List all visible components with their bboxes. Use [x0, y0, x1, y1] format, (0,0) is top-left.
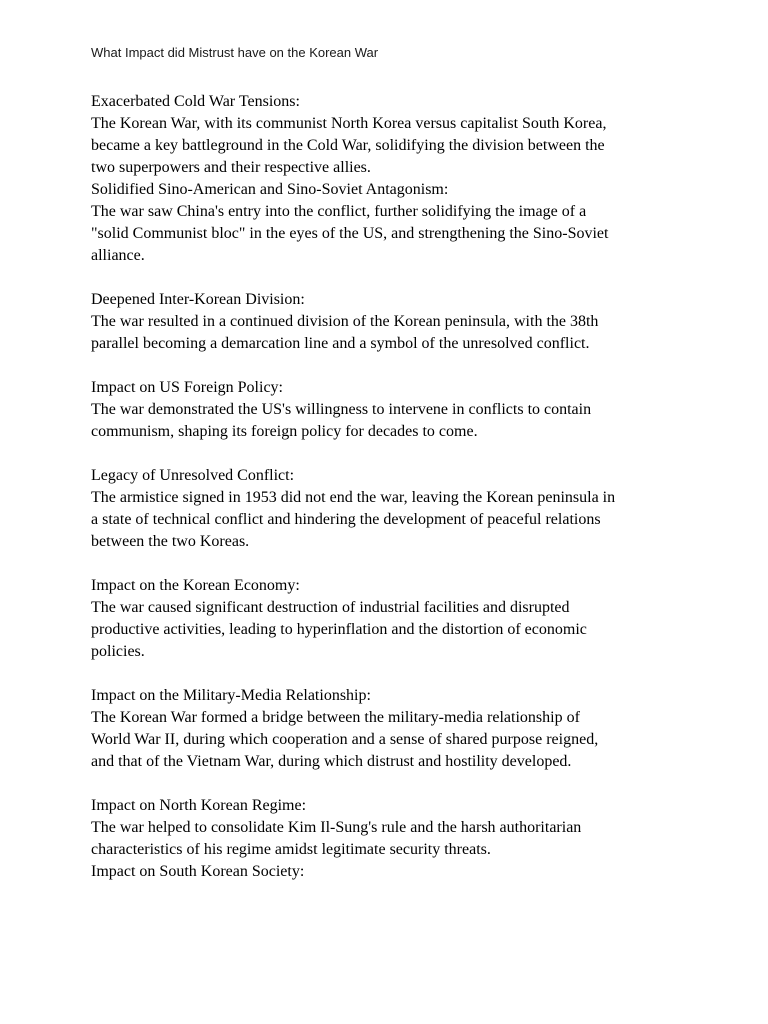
paragraph-line: productive activities, leading to hyperinflation and the distortion of economic	[91, 621, 587, 638]
section-heading: Impact on US Foreign Policy:	[91, 379, 283, 396]
paragraph-line: policies.	[91, 643, 145, 660]
section-heading: Impact on the Military-Media Relationship:	[91, 687, 371, 704]
paragraph-line: two superpowers and their respective allies.	[91, 159, 371, 176]
blank-line	[91, 663, 691, 685]
paragraph-line: The war caused significant destruction of industrial facilities and disrupted	[91, 599, 570, 616]
section-heading: Solidified Sino-American and Sino-Soviet Antagonism:	[91, 181, 449, 198]
paragraph-line: The Korean War formed a bridge between the military-media relationship of	[91, 709, 580, 726]
section-heading: Impact on North Korean Regime:	[91, 797, 307, 814]
paragraph-line: The war resulted in a continued division of the Korean peninsula, with the 38th	[91, 313, 599, 330]
blank-line	[91, 553, 691, 575]
paragraph-line: The war demonstrated the US's willingness to intervene in conflicts to contain	[91, 401, 592, 418]
paragraph-line: World War II, during which cooperation and a sense of shared purpose reigned,	[91, 731, 599, 748]
blank-line	[91, 443, 691, 465]
blank-line	[91, 267, 691, 289]
paragraph-line: The war saw China's entry into the conflict, further solidifying the image of a	[91, 203, 587, 220]
blank-line	[91, 773, 691, 795]
paragraph-line: and that of the Vietnam War, during which distrust and hostility developed.	[91, 753, 572, 770]
paragraph-line: The armistice signed in 1953 did not end the war, leaving the Korean peninsula in	[91, 489, 616, 506]
paragraph-line: The war helped to consolidate Kim Il-Sung's rule and the harsh authoritarian	[91, 819, 582, 836]
paragraph-line: parallel becoming a demarcation line and a symbol of the unresolved conflict.	[91, 335, 590, 352]
document-body	[91, 91, 691, 883]
paragraph-line: characteristics of his regime amidst legitimate security threats.	[91, 841, 491, 858]
section-heading: Deepened Inter-Korean Division:	[91, 291, 305, 308]
section-heading: Legacy of Unresolved Conflict:	[91, 467, 295, 484]
blank-line	[91, 355, 691, 377]
section-heading: Impact on South Korean Society:	[91, 863, 305, 880]
paragraph-line: "solid Communist bloc" in the eyes of the US, and strengthening the Sino-Soviet	[91, 225, 609, 242]
document-title: What Impact did Mistrust have on the Korean War	[91, 45, 379, 60]
paragraph-line: The Korean War, with its communist North Korea versus capitalist South Korea,	[91, 115, 607, 132]
paragraph-line: between the two Koreas.	[91, 533, 250, 550]
paragraph-line: became a key battleground in the Cold War, solidifying the division between the	[91, 137, 605, 154]
section-heading: Impact on the Korean Economy:	[91, 577, 300, 594]
paragraph-line: a state of technical conflict and hindering the development of peaceful relations	[91, 511, 601, 528]
section-heading: Exacerbated Cold War Tensions:	[91, 93, 300, 110]
paragraph-line: communism, shaping its foreign policy for decades to come.	[91, 423, 478, 440]
paragraph-line: alliance.	[91, 247, 145, 264]
